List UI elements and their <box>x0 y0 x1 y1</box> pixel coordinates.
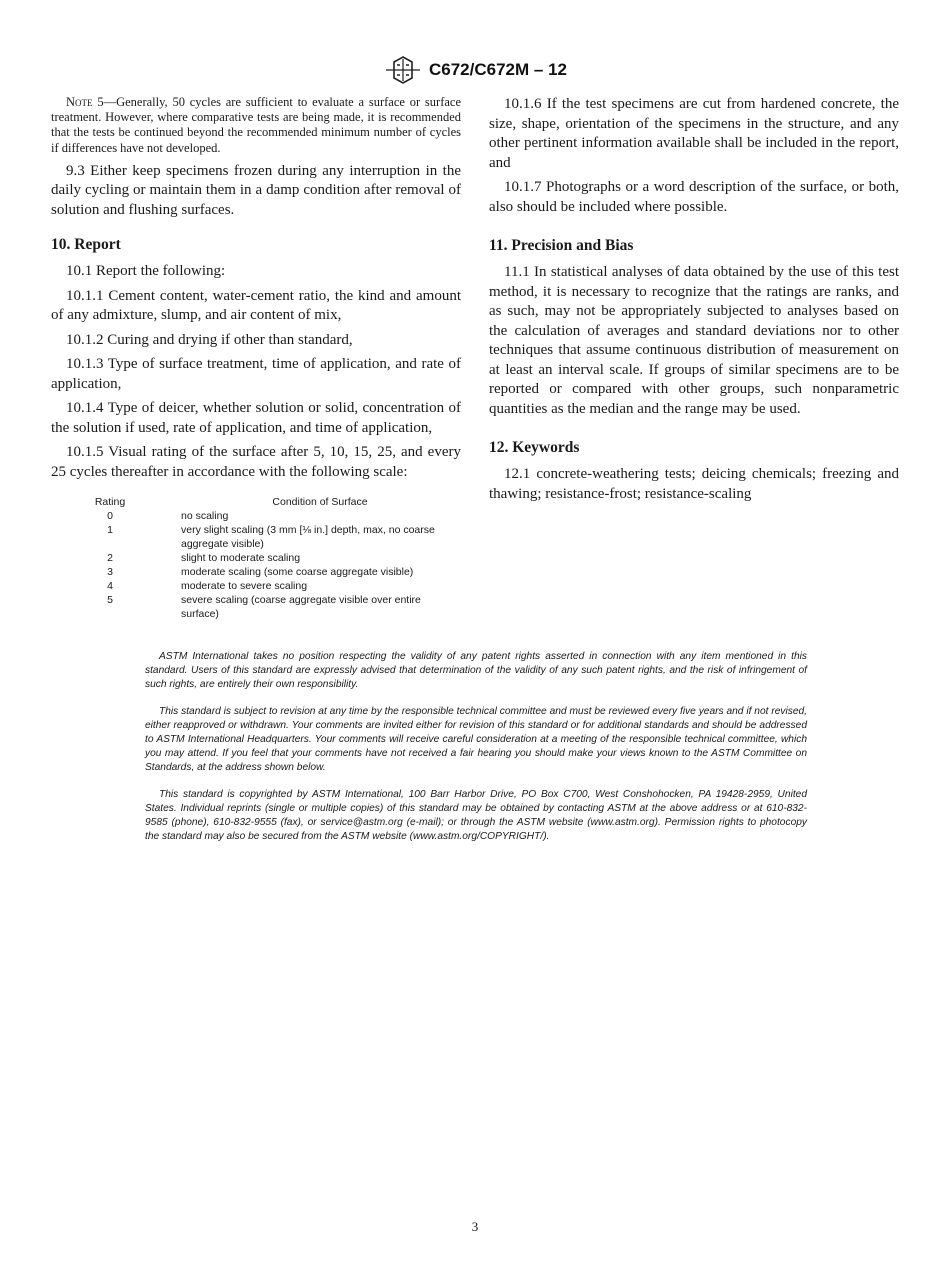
column-header-condition: Condition of Surface <box>272 496 368 509</box>
note-label: Note <box>66 95 93 109</box>
revision-notice: This standard is subject to revision at any time by the responsible technical committee and must be reviewed every five years and if not revised, either reapproved or withdrawn. Your comments are invited either for revision of this standard or for additional standards and should be addressed to ASTM International Headquarters. Your comments will receive careful consideration at a meeting of the responsible technical committee, which you may attend. If you feel that your comments have not received a fair hearing you should make your views known to the ASTM Committee on Standards, at the address shown below. <box>145 706 807 773</box>
table-row <box>89 594 459 622</box>
table-row <box>89 566 459 580</box>
rating-value: 2 <box>107 552 113 565</box>
paragraph-10-1-7: 10.1.7 Photographs or a word description of the surface, or both, also should be included where possible. <box>489 179 899 215</box>
left-column <box>51 95 461 622</box>
paragraph-10-1-6: 10.1.6 If the test specimens are cut from hardened concrete, the size, shape, orientation of the specimens in the structure, and any other pertinent information available shall be included in the report, and <box>489 96 899 171</box>
paragraph-10-1-3: 10.1.3 Type of surface treatment, time of application, and rate of application, <box>51 356 461 392</box>
paragraph-10-1-5: 10.1.5 Visual rating of the surface after 5, 10, 15, 25, and every 25 cycles thereafter in accordance with the following scale: <box>51 444 461 480</box>
rating-value: 1 <box>107 524 113 537</box>
note-5 <box>51 95 461 156</box>
table-row <box>89 510 459 524</box>
page-number: 3 <box>471 1219 479 1234</box>
astm-logo-icon <box>383 56 423 84</box>
section-10-heading: 10. Report <box>51 236 121 254</box>
condition-text: severe scaling (coarse aggregate visible over entire surface) <box>181 593 421 620</box>
note-text: 5—Generally, 50 cycles are sufficient to evaluate a surface or surface treatment. However, where comparative tests are being made, it is recommended that the tests be continued beyond the recommended minimum number of cycles if differences have not developed. <box>51 95 461 155</box>
section-12-heading: 12. Keywords <box>489 439 580 456</box>
rating-value: 3 <box>107 565 113 578</box>
column-header-rating: Rating <box>94 496 126 509</box>
rating-value: 0 <box>107 510 113 523</box>
legal-footer <box>145 650 807 858</box>
rating-value: 4 <box>107 579 113 592</box>
rating-scale-table <box>89 496 459 621</box>
table-row <box>89 524 459 552</box>
paragraph-12-1: 12.1 concrete-weathering tests; deicing chemicals; freezing and thawing; resistance-frost; resistance-scaling <box>489 466 899 502</box>
paragraph-11-1: 11.1 In statistical analyses of data obtained by the use of this test method, it is necessary to recognize that the ratings are ranks, and as such, may not be appropriately subjected to analyses based on the calculation of averages and standard deviations nor to other techniques that assume continuous distribution of measurement on at least an interval scale. If groups of similar specimens are to be reported or compared with other groups, such nonparametric quantities as the median and the range may be used. <box>489 264 899 417</box>
patent-notice: ASTM International takes no position respecting the validity of any patent rights asserted in connection with any item mentioned in this standard. Users of this standard are expressly advised that determination of the validity of any such patent rights, and the risk of infringement of such rights, are entirely their own responsibility. <box>145 651 807 690</box>
paragraph-9-3: 9.3 Either keep specimens frozen during any interruption in the daily cycling or maintain them in a damp condition after removal of solution and flushing surfaces. <box>51 162 461 218</box>
paragraph-10-1: 10.1 Report the following: <box>66 263 226 280</box>
paragraph-10-1-2: 10.1.2 Curing and drying if other than standard, <box>66 331 353 348</box>
rating-value: 5 <box>107 593 113 606</box>
section-11-heading: 11. Precision and Bias <box>489 237 634 254</box>
table-row <box>89 552 459 566</box>
document-designation: C672/C672M – 12 <box>429 60 567 79</box>
right-column <box>489 95 899 509</box>
paragraph-10-1-4: 10.1.4 Type of deicer, whether solution or solid, concentration of the solution if used, rate of application, and time of application, <box>51 400 461 436</box>
table-row <box>89 580 459 594</box>
table-header-row <box>89 496 459 510</box>
condition-text: slight to moderate scaling <box>181 552 301 565</box>
condition-text: moderate scaling (some coarse aggregate visible) <box>181 565 414 578</box>
condition-text: no scaling <box>181 510 229 523</box>
condition-text: very slight scaling (3 mm [⅛ in.] depth, max, no coarse aggregate visible) <box>181 524 435 551</box>
condition-text: moderate to severe scaling <box>181 579 308 592</box>
page-header <box>0 56 950 84</box>
copyright-notice: This standard is copyrighted by ASTM International, 100 Barr Harbor Drive, PO Box C700, West Conshohocken, PA 19428-2959, United States. Individual reprints (single or multiple copies) of this standard may be obtained by contacting ASTM at the above address or at 610-832-9585 (phone), 610-832-9555 (fax), or service@astm.org (e-mail); or through the ASTM website (www.astm.org). Permission rights to photocopy the standard may also be secured from the ASTM website (www.astm.org/COPYRIGHT/). <box>145 789 807 842</box>
paragraph-10-1-1: 10.1.1 Cement content, water-cement ratio, the kind and amount of any admixture, slump, and air content of mix, <box>51 287 461 324</box>
